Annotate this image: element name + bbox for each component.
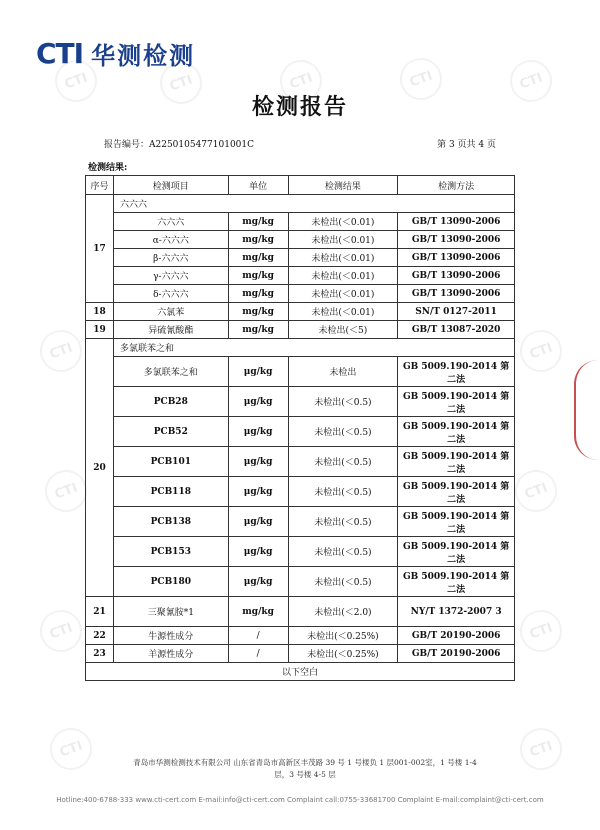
cell-result: 未检出(＜0.5)	[288, 417, 398, 447]
cell-item: 六氯苯	[113, 303, 228, 321]
watermark-icon: CTI	[514, 722, 568, 776]
header-no: 序号	[86, 176, 114, 195]
watermark-icon: CTI	[514, 324, 568, 378]
row-no: 22	[86, 627, 114, 645]
table-row	[86, 303, 515, 321]
cell-unit: mg/kg	[228, 231, 288, 249]
cell-result: 未检出(＜0.01)	[288, 303, 398, 321]
group-name: 多氯联苯之和	[113, 339, 514, 357]
row-no: 19	[86, 321, 114, 339]
results-table	[85, 175, 515, 681]
cell-unit: μg/kg	[228, 357, 288, 387]
table-row	[86, 627, 515, 645]
table-row	[86, 267, 515, 285]
table-header-row	[86, 176, 515, 195]
cell-item: PCB28	[113, 387, 228, 417]
cell-result: 未检出	[288, 357, 398, 387]
cell-result: 未检出(＜0.5)	[288, 387, 398, 417]
table-row	[86, 321, 515, 339]
cell-result: 未检出(＜0.5)	[288, 537, 398, 567]
blank-note: 以下空白	[86, 663, 515, 681]
cell-unit: mg/kg	[228, 213, 288, 231]
cell-item: 多氯联苯之和	[113, 357, 228, 387]
cell-unit: mg/kg	[228, 267, 288, 285]
footer-address	[90, 757, 520, 781]
cell-result: 未检出(＜0.25%)	[288, 645, 398, 663]
header-method: 检测方法	[398, 176, 515, 195]
cell-unit: mg/kg	[228, 303, 288, 321]
cell-unit: μg/kg	[228, 477, 288, 507]
results-label: 检测结果:	[88, 163, 128, 173]
watermark-icon: CTI	[44, 722, 98, 776]
cell-item: γ-六六六	[113, 267, 228, 285]
cell-method: GB 5009.190-2014 第二法	[398, 357, 515, 387]
cell-item: PCB52	[113, 417, 228, 447]
table-row	[86, 249, 515, 267]
cell-item: PCB138	[113, 507, 228, 537]
cell-unit: /	[228, 645, 288, 663]
cell-method: GB/T 13087-2020	[398, 321, 515, 339]
watermark-icon: CTI	[504, 54, 558, 108]
table-row	[86, 645, 515, 663]
cell-method: GB 5009.190-2014 第二法	[398, 507, 515, 537]
cell-result: 未检出(＜0.5)	[288, 567, 398, 597]
cell-method: GB 5009.190-2014 第二法	[398, 537, 515, 567]
cell-method: GB 5009.190-2014 第二法	[398, 447, 515, 477]
watermark-icon: CTI	[514, 604, 568, 658]
cell-result: 未检出(＜0.01)	[288, 285, 398, 303]
cell-item: 异硫氰酸酯	[113, 321, 228, 339]
cell-method: GB/T 20190-2006	[398, 645, 515, 663]
table-row	[86, 567, 515, 597]
table-row	[86, 507, 515, 537]
group-name: 六六六	[113, 195, 514, 213]
table-row	[86, 663, 515, 681]
table-row	[86, 447, 515, 477]
cell-result: 未检出(＜0.5)	[288, 447, 398, 477]
table-row	[86, 477, 515, 507]
footer-contact: Hotline:400-6788-333 www.cti-cert.com E-mail:info@cti-cert.com Complaint call:0755-33681700 Complaint E-mail:complaint@cti-cert.com	[56, 796, 544, 804]
page-info: 第 3 页共 4 页	[437, 140, 496, 150]
cell-item: 羊源性成分	[113, 645, 228, 663]
cell-unit: mg/kg	[228, 597, 288, 627]
cell-unit: mg/kg	[228, 285, 288, 303]
cell-method: GB 5009.190-2014 第二法	[398, 387, 515, 417]
row-no: 21	[86, 597, 114, 627]
table-row	[86, 213, 515, 231]
table-row	[86, 195, 515, 213]
cell-method: GB/T 13090-2006	[398, 285, 515, 303]
row-no: 20	[86, 339, 114, 597]
cell-method: GB/T 13090-2006	[398, 267, 515, 285]
watermark-icon: CTI	[274, 54, 328, 108]
cell-item: PCB180	[113, 567, 228, 597]
cell-item: PCB153	[113, 537, 228, 567]
watermark-icon: CTI	[154, 56, 208, 110]
cell-method: GB/T 13090-2006	[398, 231, 515, 249]
cell-result: 未检出(＜0.01)	[288, 267, 398, 285]
cell-item: 六六六	[113, 213, 228, 231]
cell-method: GB 5009.190-2014 第二法	[398, 567, 515, 597]
cell-unit: μg/kg	[228, 537, 288, 567]
table-row	[86, 339, 515, 357]
cell-item: δ-六六六	[113, 285, 228, 303]
cell-method: GB/T 13090-2006	[398, 249, 515, 267]
watermark-icon: CTI	[34, 324, 88, 378]
report-title: 检测报告	[251, 94, 348, 120]
cell-item: PCB101	[113, 447, 228, 477]
cell-unit: μg/kg	[228, 567, 288, 597]
cell-unit: μg/kg	[228, 447, 288, 477]
cell-result: 未检出(＜0.01)	[288, 249, 398, 267]
table-row	[86, 387, 515, 417]
cell-method: SN/T 0127-2011	[398, 303, 515, 321]
table-row	[86, 357, 515, 387]
table-row	[86, 417, 515, 447]
cell-method: GB 5009.190-2014 第二法	[398, 477, 515, 507]
header-item: 检测项目	[113, 176, 228, 195]
row-no: 18	[86, 303, 114, 321]
cell-method: GB/T 20190-2006	[398, 627, 515, 645]
header-unit: 单位	[228, 176, 288, 195]
watermark-icon: CTI	[39, 464, 93, 518]
cell-unit: mg/kg	[228, 321, 288, 339]
footer-address-line1: 青岛市华测检测技术有限公司 山东省青岛市高新区丰茂路 39 号 1 号楼负 1 层001-002室，1 号楼 1-4	[133, 758, 477, 767]
cell-item: 牛源性成分	[113, 627, 228, 645]
cell-result: 未检出(＜2.0)	[288, 597, 398, 627]
seal-stamp-icon	[574, 360, 598, 460]
cell-result: 未检出(＜0.01)	[288, 231, 398, 249]
cell-method: NY/T 1372-2007 3	[398, 597, 515, 627]
table-row	[86, 597, 515, 627]
cell-method: GB 5009.190-2014 第二法	[398, 417, 515, 447]
cell-unit: μg/kg	[228, 387, 288, 417]
footer-address-line2: 层，3 号楼 4-5 层	[274, 770, 336, 779]
cell-result: 未检出(＜0.5)	[288, 507, 398, 537]
cell-unit: /	[228, 627, 288, 645]
cell-item: β-六六六	[113, 249, 228, 267]
table-row	[86, 231, 515, 249]
logo-cn-text: 华测检测	[91, 42, 196, 70]
cell-unit: μg/kg	[228, 417, 288, 447]
watermark-icon: CTI	[509, 464, 563, 518]
row-no: 23	[86, 645, 114, 663]
cell-unit: μg/kg	[228, 507, 288, 537]
cell-result: 未检出(＜0.01)	[288, 213, 398, 231]
cell-unit: mg/kg	[228, 249, 288, 267]
cell-item: 三聚氰胺*1	[113, 597, 228, 627]
cell-result: 未检出(＜0.5)	[288, 477, 398, 507]
logo-cti-text: CTI	[36, 37, 84, 70]
report-number: 报告编号：A2250105477101001C	[104, 140, 255, 150]
cell-item: PCB118	[113, 477, 228, 507]
table-row	[86, 537, 515, 567]
table-row	[86, 285, 515, 303]
cell-item: α-六六六	[113, 231, 228, 249]
watermark-icon: CTI	[394, 52, 448, 106]
header-result: 检测结果	[288, 176, 398, 195]
cell-result: 未检出(＜0.25%)	[288, 627, 398, 645]
row-no: 17	[86, 195, 114, 303]
cell-method: GB/T 13090-2006	[398, 213, 515, 231]
company-logo	[36, 36, 195, 71]
watermark-icon: CTI	[49, 54, 103, 108]
cell-result: 未检出(＜5)	[288, 321, 398, 339]
watermark-icon: CTI	[34, 604, 88, 658]
